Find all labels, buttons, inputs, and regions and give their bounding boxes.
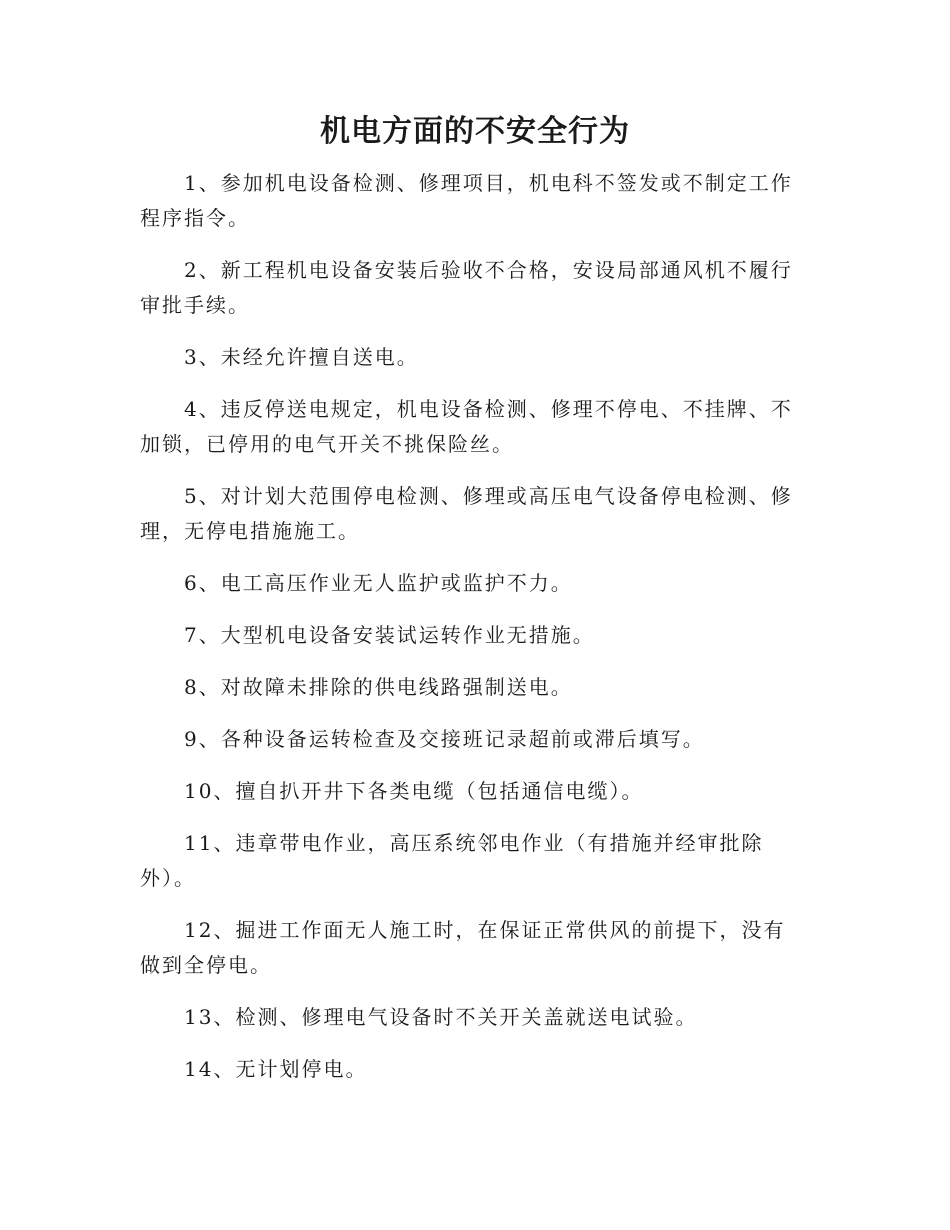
item-list	[140, 166, 805, 1104]
list-item: 1、参加机电设备检测、修理项目，机电科不签发或不制定工作程序指令。	[140, 171, 793, 230]
list-item: 6、电工高压作业无人监护或监护不力。	[184, 571, 573, 595]
list-item: 10、擅自扒开井下各类电缆（包括通信电缆）。	[184, 779, 644, 803]
list-item: 11、违章带电作业，高压系统邻电作业（有措施并经审批除外）。	[140, 831, 764, 890]
document-title: 机电方面的不安全行为	[320, 114, 630, 149]
list-item: 13、检测、修理电气设备时不关开关盖就送电试验。	[184, 1005, 698, 1029]
list-item: 7、大型机电设备安装试运转作业无措施。	[184, 623, 595, 647]
list-item: 3、未经允许擅自送电。	[184, 345, 419, 369]
list-item: 9、各种设备运转检查及交接班记录超前或滞后填写。	[184, 727, 705, 751]
list-item: 8、对故障未排除的供电线路强制送电。	[184, 675, 573, 699]
list-item: 4、违反停送电规定，机电设备检测、修理不停电、不挂牌、不加锁，已停用的电气开关不挑保险丝。	[140, 397, 793, 456]
list-item: 2、新工程机电设备安装后验收不合格，安设局部通风机不履行审批手续。	[140, 258, 793, 317]
list-item: 14、无计划停电。	[184, 1057, 368, 1081]
list-item: 12、掘进工作面无人施工时，在保证正常供风的前提下，没有做到全停电。	[140, 918, 786, 977]
list-item: 5、对计划大范围停电检测、修理或高压电气设备停电检测、修理，无停电措施施工。	[140, 484, 793, 543]
